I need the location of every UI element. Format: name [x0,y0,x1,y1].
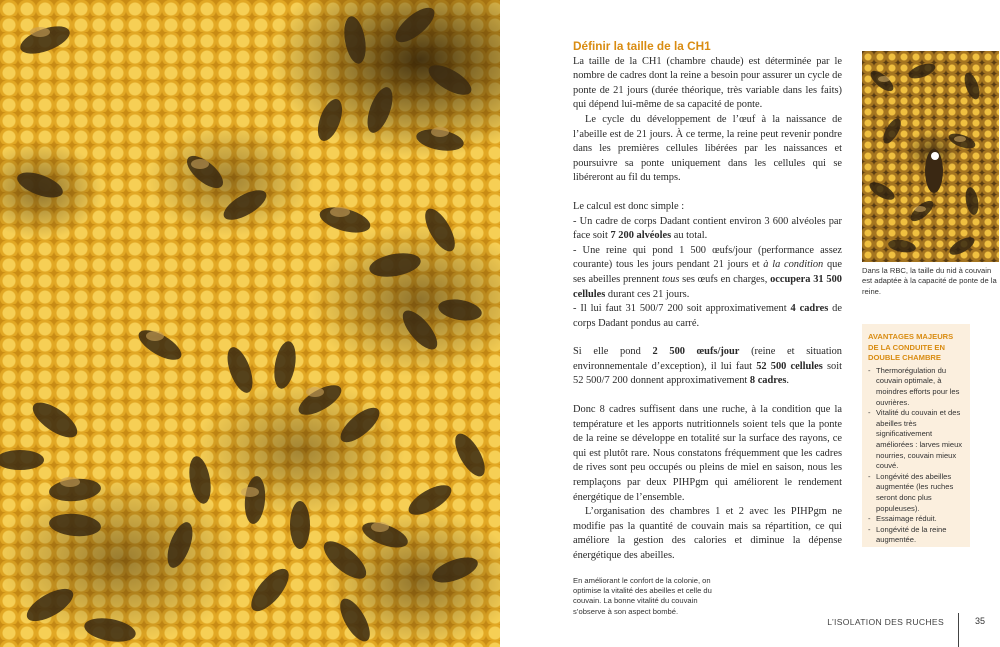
calc-intro: Le calcul est donc simple : [573,200,685,212]
bees-cluster-overlay [862,51,999,262]
footer-divider [958,613,959,647]
calc-item-3: - Il lui faut 31 500/7 200 soit approximativement 4 cadres de corps Dadant pondus au carré. [573,303,842,329]
queen-bee-photo [862,51,999,262]
list-item: - Longévité des abeilles augmentée (les ruches seront donc plus populeuses). [868,472,964,514]
paragraph-organisation: L’organisation des chambres 1 et 2 avec les PIHPgm ne modifie pas la quantité de couvain mais sa répartition, ce qui améliore la gestion des calories et diminue la dépense énergétique des abeilles. [573,506,842,561]
paragraph-cycle: Le cycle du développement de l’œuf à la naissance de l’abeille est de 21 jours. À ce terme, la reine peut revenir pondre dans les premières cellules libérées par les naissances et poursuivre sa ponte uniquement dans les cellules qui se libéreront au fil du temps. [573,113,842,184]
paragraph-8-frames: Donc 8 cadres suffisent dans une ruche, à la condition que la température et les apports nutritionnels soient tels que la ponte de la reine se développe en totalité sur la surface des rayons, ce qui est plutôt rare. Nous constatons fréquemment que les cadres de rives sont peu occupés ou pleins de miel en saison, nous les remplaçons par deux PIHPgm qui améliorent le rendement énergétique de l’ensemble. [573,404,842,503]
paragraph-2500-eggs: Si elle pond 2 500 œufs/jour (reine et situation environnementale d’exception), il lui faut 52 500 cellules soit 52 500/7 200 donnent approximativement 8 cadres. [573,346,842,387]
advantages-title: AVANTAGES MAJEURS DE LA CONDUITE EN DOUBLE CHAMBRE [868,332,954,363]
section-heading: Définir la taille de la CH1 [573,39,711,53]
queen-mark-dot [931,152,939,160]
photo-caption-left: En améliorant le confort de la colonie, on optimise la vitalité des abeilles et celle du couvain. La bonne vitalité du couvain s’observe à son aspect bombé. [573,576,712,616]
paragraph-ch1-size: La taille de la CH1 (chambre chaude) est déterminée par le nombre de cadres dont la reine a besoin pour assurer un cycle de ponte de 21 jours (durée théorique, très variable dans les faits) qui dépend lui-même de sa capacité de ponte. [573,55,842,111]
list-item: - Vitalité du couvain et des abeilles très significativement améliorées : larves mieux nourries, couvain mieux couvé. [868,408,964,472]
article-body [573,39,842,564]
advantages-box [862,324,970,547]
advantages-list [868,366,964,546]
running-footer-title: L’ISOLATION DES RUCHES [827,617,944,627]
calc-item-1: - Un cadre de corps Dadant contient environ 3 600 alvéoles par face soit 7 200 alvéoles au total. [573,215,842,242]
list-item: - Essaimage réduit. [868,514,964,525]
list-item: - Longévité de la reine augmentée. [868,525,964,546]
list-item: - Thermorégulation du couvain optimale, à moindres efforts pour les ouvrières. [868,366,964,408]
photo-caption-right: Dans la RBC, la taille du nid à couvain est adaptée à la capacité de ponte de la reine. [862,266,997,296]
calc-item-2: - Une reine qui pond 1 500 œufs/jour (performance assez courante) tous les jours pendant 21 jours et à la condition que ses abeilles prennent tous ses œufs en charges, occupera 31 500 cellules durant ces 21 jours. [573,244,842,300]
page-number: 35 [975,616,986,626]
